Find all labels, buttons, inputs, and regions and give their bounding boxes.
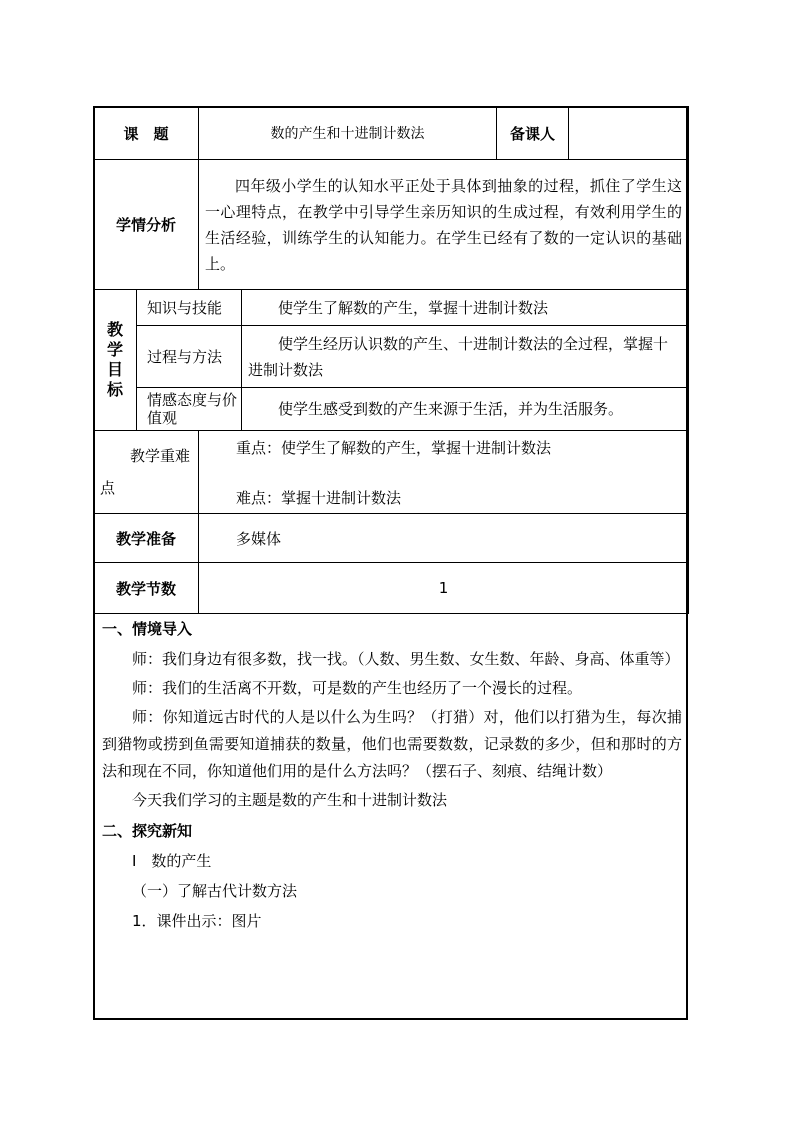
goal-text-process: 使学生经历认识数的产生、十进制计数法的全过程，掌握十进制计数法: [242, 326, 689, 388]
preparation-label: 教学准备: [94, 514, 199, 563]
sessions-label: 教学节数: [94, 563, 199, 614]
section2-title: 二、探究新知: [102, 822, 193, 840]
focus-text: 重点：使学生了解数的产生，掌握十进制计数法: [236, 439, 552, 457]
s1-paragraph-2: 师：我们的生活离不开数，可是数的产生也经历了一个漫长的过程。: [132, 679, 583, 697]
preparer-label: 备课人: [497, 107, 569, 160]
difficulty-text: 难点：掌握十进制计数法: [236, 489, 402, 507]
s2-line-3: 1．课件出示：图片: [132, 912, 262, 930]
goal-text-emotion: 使学生感受到数的产生来源于生活，并为生活服务。: [242, 388, 689, 431]
goal-label-emotion: 情感态度与价值观: [137, 388, 242, 431]
s2-line-1: Ⅰ 数的产生: [132, 852, 212, 870]
key-points-label: 教学重难点: [94, 431, 199, 514]
s1-paragraph-3: 师：你知道远古时代的人是以什么为生吗？（打猎）对，他们以打猎为生，每次捕到猎物或捞到鱼需要知道捕获的数量，他们也需要数数，记录数的多少，但和那时的方法和现在不同，你知道他们用的是什么方法吗？（摆石子、刻痕、结绳计数）: [102, 708, 682, 780]
goals-label: 教 学 目 标: [94, 290, 137, 431]
analysis-text: 四年级小学生的认知水平正处于具体到抽象的过程，抓住了学生这一心理特点，在教学中引导学生亲历知识的生成过程，有效利用学生的生活经验，训练学生的认知能力。在学生已经有了数的一定认识的基础上。: [199, 160, 689, 290]
sessions-value: 1: [199, 563, 689, 614]
page-frame: [93, 106, 688, 1020]
s1-paragraph-1: 师：我们身边有很多数，找一找。（人数、男生数、女生数、年龄、身高、体重等）: [132, 650, 680, 668]
goal-label-knowledge: 知识与技能: [137, 290, 242, 326]
topic-value: 数的产生和十进制计数法: [199, 107, 497, 160]
section1-title: 一、情境导入: [102, 620, 193, 638]
goal-text-knowledge: 使学生了解数的产生，掌握十进制计数法: [242, 290, 689, 326]
s2-line-2: （一）了解古代计数方法: [132, 882, 298, 900]
analysis-label: 学情分析: [94, 160, 199, 290]
preparation-value: 多媒体: [199, 514, 689, 563]
s1-paragraph-4: 今天我们学习的主题是数的产生和十进制计数法: [132, 791, 448, 809]
goal-label-process: 过程与方法: [137, 326, 242, 388]
topic-label: 课 题: [94, 107, 199, 160]
